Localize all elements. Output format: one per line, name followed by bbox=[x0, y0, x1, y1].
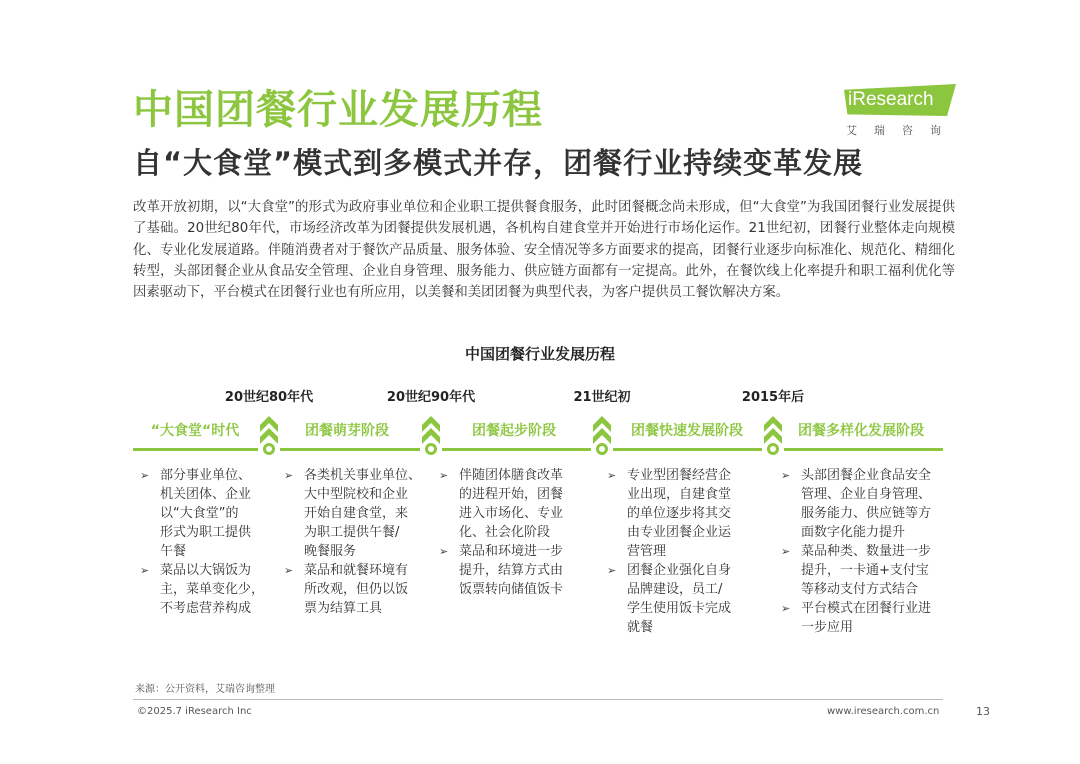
arrow-bullet-icon: ➢ bbox=[284, 469, 294, 482]
stage-column-start bbox=[439, 466, 579, 599]
era-label-2000s: 21世纪初 bbox=[573, 390, 631, 405]
arrow-bullet-icon: ➢ bbox=[781, 545, 791, 558]
intro-paragraph: 改革开放初期，以“大食堂”的形式为政府事业单位和企业职工提供餐食服务，此时团餐概念尚未形成，但“大食堂”为我国团餐行业发展提供了基础。20世纪80年代，市场经济改革为团餐提供发展机遇，各机构自建食堂并开始进行市场化运作。21世纪初，团餐行业整体走向规模化、专业化发展道路。伴随消费者对于餐饮产品质量、服务体验、安全情况等多方面要求的提高，团餐行业逐步向标准化、规范化、精细化转型，头部团餐企业从食品安全管理、企业自身管理、服务能力、供应链方面都有一定提高。此外，在餐饮线上化率提升和职工福利优化等因素驱动下，平台模式在团餐行业也有所应用，以美餐和美团团餐为典型代表，为客户提供员工餐饮解决方案。 bbox=[133, 200, 955, 301]
stage-column-rapid bbox=[607, 466, 747, 637]
arrow-bullet-icon: ➢ bbox=[607, 469, 617, 482]
era-label-1980s: 20世纪80年代 bbox=[224, 390, 314, 405]
list-item: ➢ 专业型团餐经营企 业出现，自建食堂 的单位逐步将其交 由专业团餐企业运 营管理 bbox=[607, 468, 732, 559]
stage-column-diverse bbox=[781, 466, 951, 637]
list-item: ➢ 头部团餐企业食品安全 管理、企业自身管理、 服务能力、供应链等方 面数字化能力提升 bbox=[781, 468, 932, 540]
era-label-1990s: 20世纪90年代 bbox=[386, 390, 476, 405]
logo-subtitle: 艾瑞咨询 bbox=[846, 124, 958, 137]
arrow-bullet-icon: ➢ bbox=[140, 564, 150, 577]
footer-copyright: ©2025.7 iResearch Inc bbox=[137, 706, 252, 717]
stage-column-sprout bbox=[284, 466, 434, 618]
chevron-marker-icon bbox=[762, 413, 784, 459]
stage-label-sprout: 团餐萌芽阶段 bbox=[305, 423, 389, 439]
list-item: ➢ 平台模式在团餐行业进 一步应用 bbox=[781, 601, 932, 635]
arrow-bullet-icon: ➢ bbox=[439, 545, 449, 558]
stage-column-canteen bbox=[140, 466, 268, 618]
arrow-bullet-icon: ➢ bbox=[439, 469, 449, 482]
arrow-bullet-icon: ➢ bbox=[607, 564, 617, 577]
era-label-2015: 2015年后 bbox=[741, 390, 805, 405]
footer-url[interactable]: www.iresearch.com.cn bbox=[827, 706, 940, 717]
iresearch-logo bbox=[840, 84, 958, 140]
arrow-bullet-icon: ➢ bbox=[781, 602, 791, 615]
list-item: ➢ 菜品和就餐环境有 所改观，但仍以饭 票为结算工具 bbox=[284, 563, 409, 616]
stage-label-diverse: 团餐多样化发展阶段 bbox=[798, 423, 924, 439]
stage-label-canteen: “大食堂“时代 bbox=[150, 423, 240, 439]
page-subtitle: 自“大食堂”模式到多模式并存，团餐行业持续变革发展 bbox=[133, 146, 864, 180]
chevron-marker-icon bbox=[258, 413, 280, 459]
source-note: 来源：公开资料，艾瑞咨询整理 bbox=[135, 684, 275, 695]
footer-divider bbox=[133, 699, 943, 700]
list-item: ➢ 菜品以大锅饭为 主，菜单变化少， 不考虑营养构成 bbox=[140, 563, 265, 616]
list-item: ➢ 菜品和环境进一步 提升，结算方式由 饭票转向储值饭卡 bbox=[439, 544, 564, 597]
chevron-marker-icon bbox=[420, 413, 442, 459]
list-item: ➢ 部分事业单位、 机关团体、企业 以“大食堂”的 形式为职工提供 午餐 bbox=[140, 468, 252, 559]
chevron-marker-icon bbox=[591, 413, 613, 459]
list-item: ➢ 各类机关事业单位、 大中型院校和企业 开始自建食堂，来 为职工提供午餐/ 晚餐服务 bbox=[284, 468, 422, 559]
list-item: ➢ 菜品种类、数量进一步 提升，一卡通+支付宝 等移动支付方式结合 bbox=[781, 544, 932, 597]
stage-label-rapid: 团餐快速发展阶段 bbox=[631, 423, 743, 439]
list-item: ➢ 团餐企业强化自身 品牌建设，员工/ 学生使用饭卡完成 就餐 bbox=[607, 563, 732, 635]
diagram-title: 中国团餐行业发展历程 bbox=[464, 345, 615, 363]
timeline-line bbox=[133, 448, 943, 451]
page-title: 中国团餐行业发展历程 bbox=[133, 87, 543, 133]
logo-text: iResearch bbox=[848, 89, 934, 110]
page-number: 13 bbox=[976, 705, 990, 718]
arrow-bullet-icon: ➢ bbox=[284, 564, 294, 577]
arrow-bullet-icon: ➢ bbox=[781, 469, 791, 482]
list-item: ➢ 伴随团体膳食改革 的进程开始，团餐 进入市场化、专业 化、社会化阶段 bbox=[439, 468, 564, 540]
stage-label-start: 团餐起步阶段 bbox=[472, 423, 556, 439]
arrow-bullet-icon: ➢ bbox=[140, 469, 150, 482]
